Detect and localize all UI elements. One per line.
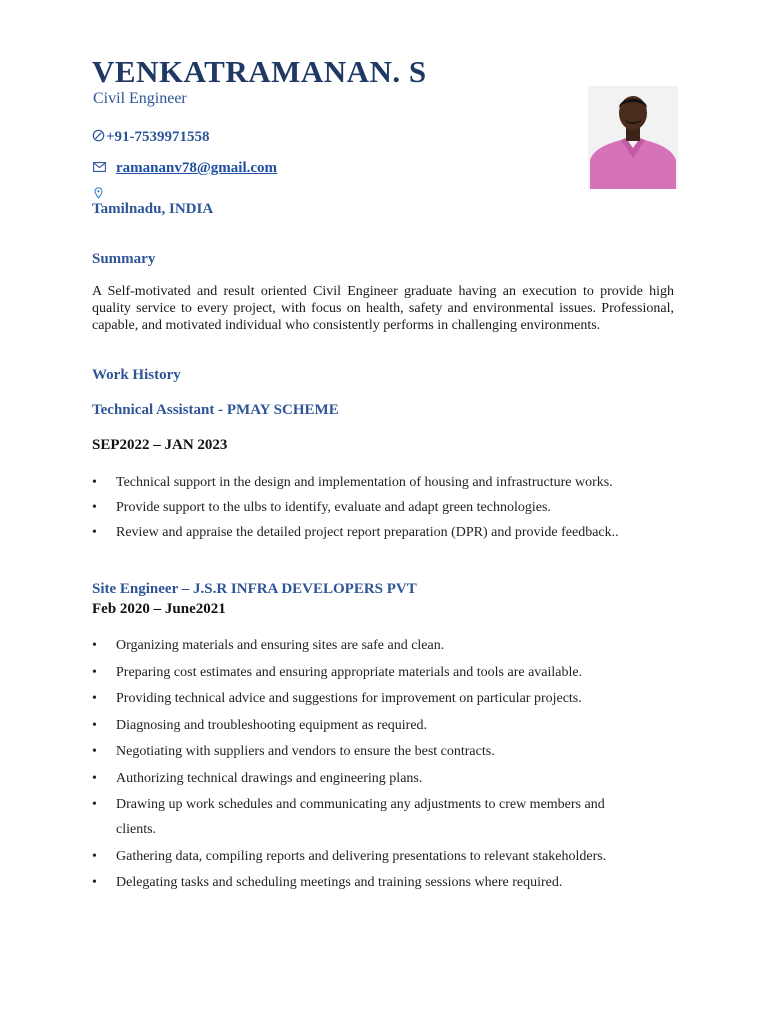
list-item: • Organizing materials and ensuring sites are safe and clean. [92, 633, 672, 658]
envelope-icon [93, 160, 106, 177]
job-dates: SEP2022 – JAN 2023 [92, 437, 228, 453]
list-item: • Negotiating with suppliers and vendors to ensure the best contracts. [92, 739, 672, 764]
list-item: • Authorizing technical drawings and engineering plans. [92, 766, 672, 791]
phone-icon [92, 129, 105, 146]
candidate-name: VENKATRAMANAN. S [92, 54, 427, 89]
list-item: • Providing technical advice and suggestions for improvement on particular projects. [92, 686, 672, 711]
job-duties-list [92, 470, 672, 545]
list-item: • Delegating tasks and scheduling meetings and training sessions where required. [92, 870, 672, 895]
email-line [93, 160, 277, 177]
location-text: Tamilnadu, INDIA [92, 201, 214, 217]
candidate-role: Civil Engineer [93, 90, 187, 107]
summary-heading: Summary [92, 251, 156, 267]
list-item: • Technical support in the design and implementation of housing and infrastructure works. [92, 470, 672, 495]
list-item: • Provide support to the ulbs to identify, evaluate and adapt green technologies. [92, 495, 672, 520]
work-history-heading: Work History [92, 367, 181, 383]
job-title: Site Engineer – J.S.R INFRA DEVELOPERS PVT [92, 581, 417, 597]
summary-text: A Self-motivated and result oriented Civil Engineer graduate having an execution to provide high quality service to every project, with focus on health, safety and environmental issues. Professional, capable, and motivated individual who consistently performs in challenging environments. [92, 284, 674, 333]
email-link[interactable]: ramananv78@gmail.com [116, 160, 278, 176]
list-item: • Preparing cost estimates and ensuring appropriate materials and tools are available. [92, 660, 672, 685]
list-item: • Drawing up work schedules and communicating any adjustments to crew members and clients. [92, 792, 646, 842]
job-duties-list [92, 633, 672, 897]
phone-line [92, 129, 210, 146]
job-dates: Feb 2020 – June2021 [92, 601, 226, 617]
job-title: Technical Assistant - PMAY SCHEME [92, 402, 339, 418]
list-item: • Gathering data, compiling reports and delivering presentations to relevant stakeholders. [92, 844, 672, 869]
phone-number[interactable]: +91-7539971558 [106, 129, 210, 145]
list-item: • Diagnosing and troubleshooting equipment as required. [92, 713, 672, 738]
profile-photo [588, 86, 678, 189]
list-item: • Review and appraise the detailed project report preparation (DPR) and provide feedback.. [92, 520, 672, 545]
